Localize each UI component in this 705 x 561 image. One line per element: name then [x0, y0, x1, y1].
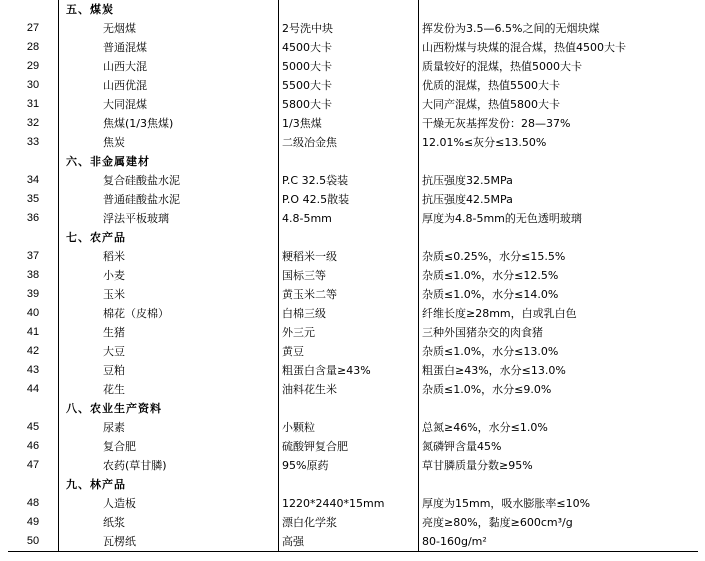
table-row — [8, 418, 705, 437]
item-name: 豆粕 — [103, 364, 125, 377]
table-row — [8, 494, 705, 513]
table-row — [8, 133, 705, 152]
section-header-row — [8, 228, 705, 247]
table-row — [8, 532, 705, 551]
grid-line-right — [418, 0, 419, 552]
table-row — [8, 114, 705, 133]
table-row — [8, 209, 705, 228]
row-number: 34 — [26, 174, 40, 186]
section-header-row — [8, 399, 705, 418]
item-description: 干燥无灰基挥发份：28—37% — [422, 117, 571, 130]
row-number: 31 — [26, 98, 40, 110]
item-spec: 粗蛋白含量≥43% — [282, 364, 371, 377]
item-spec: 国标三等 — [282, 269, 326, 282]
item-name: 浮法平板玻璃 — [103, 212, 169, 225]
table-row — [8, 304, 705, 323]
item-description: 纤维长度≥28mm，白或乳白色 — [422, 307, 577, 320]
row-number: 41 — [26, 326, 40, 338]
item-spec: 高强 — [282, 535, 304, 548]
item-description: 粗蛋白≥43%，水分≤13.0% — [422, 364, 566, 377]
row-number: 45 — [26, 421, 40, 433]
item-name: 棉花（皮棉） — [103, 307, 169, 320]
item-name: 纸浆 — [103, 516, 125, 529]
item-description: 草甘膦质量分数≥95% — [422, 459, 533, 472]
row-number: 35 — [26, 193, 40, 205]
item-spec: 黄豆 — [282, 345, 304, 358]
item-description: 大同产混煤，热值5800大卡 — [422, 98, 560, 111]
item-spec: 二级冶金焦 — [282, 136, 337, 149]
item-description: 厚度为4.8-5mm的无色透明玻璃 — [422, 212, 582, 225]
table-row — [8, 247, 705, 266]
section-header-row — [8, 152, 705, 171]
table-row — [8, 57, 705, 76]
item-name: 山西大混 — [103, 60, 147, 73]
item-spec: 1/3焦煤 — [282, 117, 322, 130]
item-spec: 95%原药 — [282, 459, 329, 472]
item-description: 80-160g/m² — [422, 535, 487, 548]
item-name: 小麦 — [103, 269, 125, 282]
table-bottom-border — [8, 551, 698, 552]
table-row — [8, 285, 705, 304]
row-number: 33 — [26, 136, 40, 148]
item-name: 复合肥 — [103, 440, 136, 453]
row-number: 32 — [26, 117, 40, 129]
item-spec: 黄玉米二等 — [282, 288, 337, 301]
item-spec: 4.8-5mm — [282, 212, 332, 225]
grid-line-mid — [278, 0, 279, 552]
section-header-row — [8, 475, 705, 494]
item-description: 杂质≤1.0%，水分≤12.5% — [422, 269, 559, 282]
item-spec: P.O 42.5散装 — [282, 193, 350, 206]
item-name: 山西优混 — [103, 79, 147, 92]
item-description: 抗压强度42.5MPa — [422, 193, 513, 206]
row-number: 42 — [26, 345, 40, 357]
section-title: 五、煤炭 — [66, 3, 114, 16]
item-spec: 1220*2440*15mm — [282, 497, 385, 510]
table-row — [8, 342, 705, 361]
item-name: 无烟煤 — [103, 22, 136, 35]
table-row — [8, 76, 705, 95]
item-description: 三种外国猪杂交的肉食猪 — [422, 326, 543, 339]
row-number: 49 — [26, 516, 40, 528]
table-row — [8, 171, 705, 190]
item-name: 稻米 — [103, 250, 125, 263]
item-spec: 小颗粒 — [282, 421, 315, 434]
item-description: 优质的混煤，热值5500大卡 — [422, 79, 560, 92]
item-description: 杂质≤0.25%，水分≤15.5% — [422, 250, 566, 263]
item-name: 焦炭 — [103, 136, 125, 149]
item-spec: P.C 32.5袋装 — [282, 174, 349, 187]
item-name: 复合硅酸盐水泥 — [103, 174, 180, 187]
item-name: 大同混煤 — [103, 98, 147, 111]
item-description: 氮磷钾含量45% — [422, 440, 502, 453]
item-description: 厚度为15mm，吸水膨胀率≤10% — [422, 497, 591, 510]
item-description: 杂质≤1.0%，水分≤9.0% — [422, 383, 552, 396]
item-spec: 白棉三级 — [282, 307, 326, 320]
row-number: 48 — [26, 497, 40, 509]
section-header-row — [8, 0, 705, 19]
price-table — [8, 0, 705, 551]
item-spec: 5800大卡 — [282, 98, 332, 111]
item-name: 尿素 — [103, 421, 125, 434]
item-name: 大豆 — [103, 345, 125, 358]
item-spec: 4500大卡 — [282, 41, 332, 54]
item-description: 亮度≥80%，黏度≥600cm³/g — [422, 516, 573, 529]
item-name: 人造板 — [103, 497, 136, 510]
item-description: 挥发份为3.5—6.5%之间的无烟块煤 — [422, 22, 600, 35]
table-row — [8, 361, 705, 380]
item-spec: 5000大卡 — [282, 60, 332, 73]
section-title: 八、农业生产资料 — [66, 402, 162, 415]
row-number: 30 — [26, 79, 40, 91]
item-description: 山西粉煤与块煤的混合煤，热值4500大卡 — [422, 41, 626, 54]
section-title: 六、非金属建材 — [66, 155, 150, 168]
table-row — [8, 513, 705, 532]
row-number: 38 — [26, 269, 40, 281]
row-number: 44 — [26, 383, 40, 395]
item-name: 瓦楞纸 — [103, 535, 136, 548]
table-row — [8, 38, 705, 57]
item-description: 杂质≤1.0%，水分≤14.0% — [422, 288, 559, 301]
row-number: 29 — [26, 60, 40, 72]
row-number: 37 — [26, 250, 40, 262]
grid-line-left — [58, 0, 59, 552]
item-spec: 外三元 — [282, 326, 315, 339]
item-spec: 硫酸钾复合肥 — [282, 440, 348, 453]
item-description: 杂质≤1.0%，水分≤13.0% — [422, 345, 559, 358]
item-spec: 油料花生米 — [282, 383, 337, 396]
section-title: 九、林产品 — [66, 478, 126, 491]
section-title: 七、农产品 — [66, 231, 126, 244]
row-number: 46 — [26, 440, 40, 452]
table-row — [8, 380, 705, 399]
row-number: 40 — [26, 307, 40, 319]
table-row — [8, 266, 705, 285]
item-name: 普通硅酸盐水泥 — [103, 193, 180, 206]
item-description: 质量较好的混煤，热值5000大卡 — [422, 60, 582, 73]
item-spec: 粳稻米一级 — [282, 250, 337, 263]
table-row — [8, 95, 705, 114]
table-row — [8, 19, 705, 38]
item-name: 农药(草甘膦) — [103, 459, 167, 472]
table-row — [8, 456, 705, 475]
row-number: 39 — [26, 288, 40, 300]
item-description: 总氮≥46%，水分≤1.0% — [422, 421, 548, 434]
item-name: 生猪 — [103, 326, 125, 339]
item-description: 抗压强度32.5MPa — [422, 174, 513, 187]
item-name: 玉米 — [103, 288, 125, 301]
item-name: 焦煤(1/3焦煤) — [103, 117, 174, 130]
item-name: 普通混煤 — [103, 41, 147, 54]
row-number: 43 — [26, 364, 40, 376]
row-number: 28 — [26, 41, 40, 53]
row-number: 50 — [26, 535, 40, 547]
item-name: 花生 — [103, 383, 125, 396]
table-row — [8, 437, 705, 456]
item-spec: 漂白化学浆 — [282, 516, 337, 529]
row-number: 47 — [26, 459, 40, 471]
row-number: 36 — [26, 212, 40, 224]
item-spec: 2号洗中块 — [282, 22, 333, 35]
table-row — [8, 323, 705, 342]
item-spec: 5500大卡 — [282, 79, 332, 92]
table-row — [8, 190, 705, 209]
row-number: 27 — [26, 22, 40, 34]
item-description: 12.01%≤灰分≤13.50% — [422, 136, 547, 149]
